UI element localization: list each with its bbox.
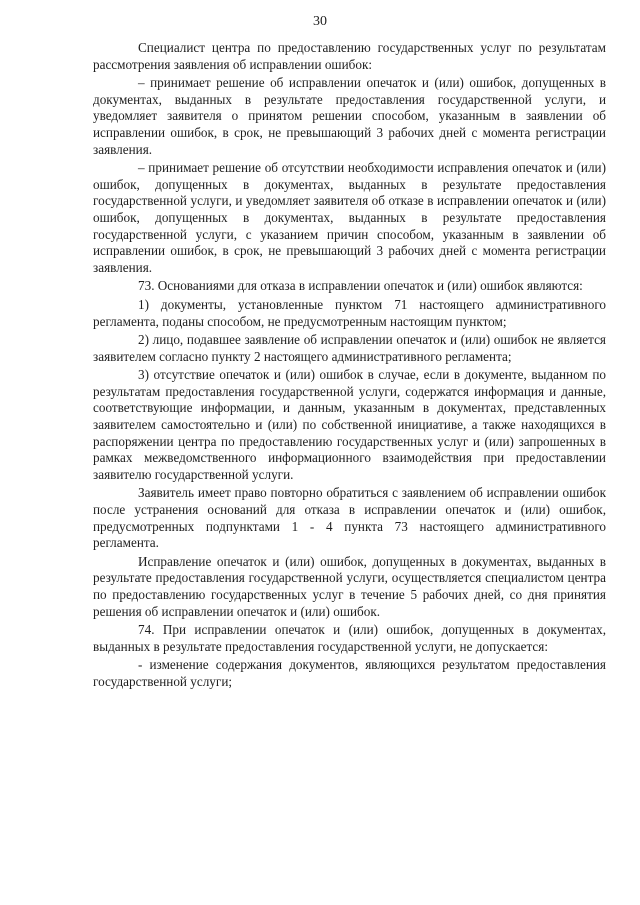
paragraph-74-not-allowed: 74. При исправлении опечаток и (или) ошибок, допущенных в документах, выданных в результате предоставления государственной услуги, не допускается:	[93, 622, 606, 654]
paragraph-73-item-2: 2) лицо, подавшее заявление об исправлении опечаток и (или) ошибок не является заявителем согласно пункту 2 настоящего административного регламента;	[93, 332, 606, 364]
paragraph-correction-term: Исправление опечаток и (или) ошибок, допущенных в документах, выданных в результате предоставления государственной услуги, осуществляется специалистом центра по предоставлению государственных услуг в течение 5 рабочих дней, со дня принятия решения об исправлении опечаток и (или) ошибок.	[93, 553, 606, 619]
paragraph-73-item-1: 1) документы, установленные пунктом 71 настоящего административного регламента, поданы способом, не предусмотренным настоящим пунктом;	[93, 296, 606, 329]
paragraph-repeat-application: Заявитель имеет право повторно обратиться с заявлением об исправлении ошибок после устранения оснований для отказа в исправлении опечаток и (или) ошибок, предусмотренных подпунктами 1 - 4 пункта 73 настоящего административного регламента.	[93, 485, 606, 551]
paragraph-73-refusal-grounds: 73. Основаниями для отказа в исправлении опечаток и (или) ошибок являются:	[138, 278, 583, 294]
paragraph-74-item-content-change: - изменение содержания документов, являющихся результатом предоставления государственной услуги;	[93, 657, 606, 689]
paragraph-73-item-3: 3) отсутствие опечаток и (или) ошибок в случае, если в документе, выданном по результатам предоставления государственной услуги, содержатся информация и данные, соответствующие информации, и данным, указанным в документах, представленных заявителем самостоятельно и (или) по собственной инициативе, а также находящихся в распоряжении центра по предоставлению государственных услуг и (или) запрошенных в рамках межведомственного информационного взаимодействия при предоставлении заявителю государственной услуги.	[93, 367, 606, 482]
paragraph-decision-no-correction: – принимает решение об отсутствии необходимости исправления опечаток и (или) ошибок, допущенных в документах, выданных в результате предоставления государственной услуги, и уведомляет заявителя об отказе в исправлении опечаток и (или) ошибок, допущенных в документах, выданных в результате предоставления государственной услуги, с указанием причин способом, указанным в заявлении об исправлении ошибок, в срок, не превышающий 3 рабочих дней с момента регистрации заявления.	[93, 160, 606, 275]
document-body	[93, 40, 606, 693]
paragraph-specialist-intro: Специалист центра по предоставлению государственных услуг по результатам рассмотрения заявления об исправлении ошибок:	[93, 40, 606, 72]
paragraph-decision-correction: – принимает решение об исправлении опечаток и (или) ошибок, допущенных в документах, выданных в результате предоставления государственной услуги, и уведомляет заявителя о принятом решении способом, указанным в заявлении об исправлении ошибок, в срок, не превышающий 3 рабочих дней с момента регистрации заявления.	[93, 75, 606, 157]
page-number: 30	[313, 14, 327, 29]
